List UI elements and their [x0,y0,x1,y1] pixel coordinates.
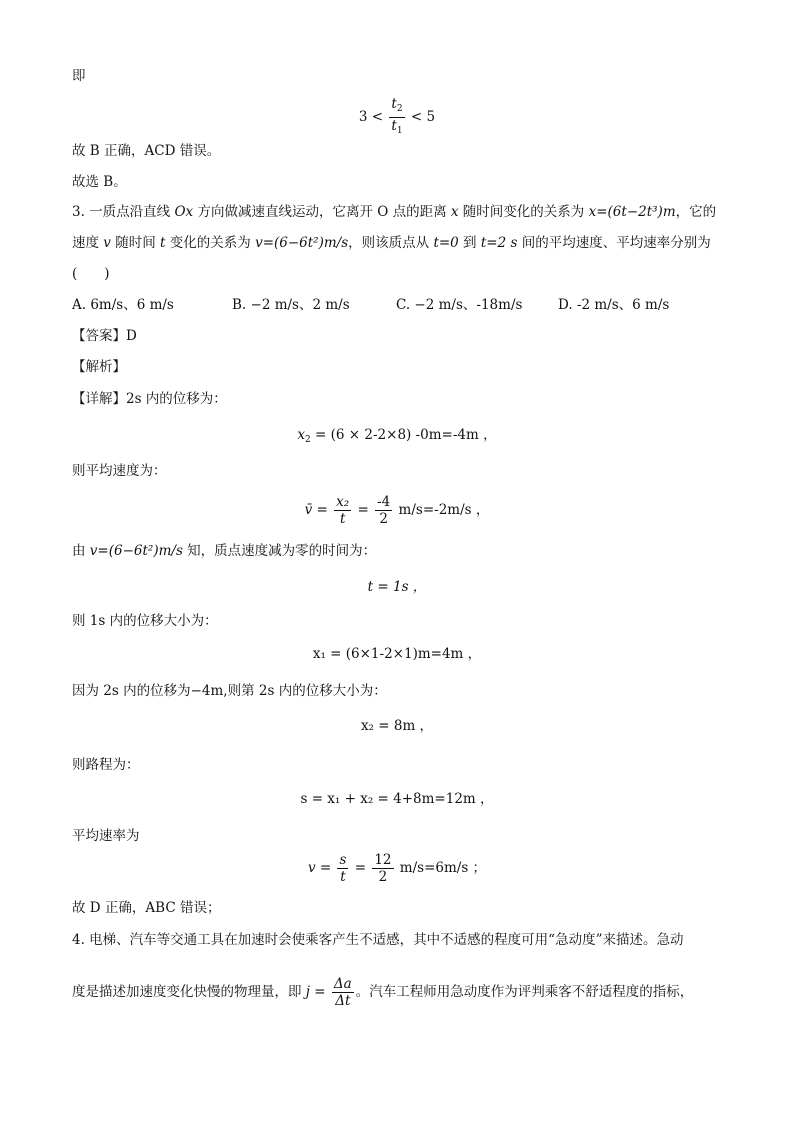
text-b-correct: 故 B 正确，ACD 错误。 [72,143,221,159]
q3-l2-d: ，则该质点从 [348,235,434,251]
text-ji: 即 [72,68,86,84]
q4-l2-b: 。汽车工程师用急动度作为评判乘客不舒适程度的指标， [355,984,694,1000]
eq-v-f2-den: 2 [378,869,388,885]
eq-v-frac2 [372,852,393,885]
eq-vbar-f2-den: 2 [379,511,388,527]
eq-v-lhs: v = [307,860,332,876]
analysis-line [72,358,126,376]
detail-line [72,390,227,408]
ineq-num-sub: 2 [396,104,403,114]
eq-path-length [0,790,794,808]
eq-vbar-tail: m/s=-2m/s ， [398,502,490,518]
one-second-label [72,612,218,630]
zero-label-a: 由 [72,543,90,559]
q3-l1-c: 随时间变化的关系为 [458,204,589,220]
q3-l2-c: 变化的关系为 [165,235,256,251]
avg-rate-label [72,827,140,845]
zero-label-eq: v=(6−6t²)m/s [89,543,183,559]
text-choose-b: 故选 B。 [72,174,127,190]
zero-time-label [72,542,376,560]
because-label [72,682,387,700]
eq-t-equals-1s [0,578,794,596]
inequality-formula [0,96,794,139]
q3-l2-f: 间的平均速度、平均速率分别为 [517,235,711,251]
ineq-den: t [391,118,397,134]
avg-velocity-text: 则平均速度为： [72,463,167,479]
eq-v-f2-num: 12 [374,852,392,868]
ineq-right: < 5 [410,109,436,125]
path-text: 则路程为： [72,757,140,773]
conclusion-line [72,899,220,917]
detail-text: 【详解】2s 内的位移为： [72,391,227,407]
q4-frac-den: Δt [335,993,351,1009]
eq-second-displacement [0,717,794,735]
zero-label-b: 知，质点速度减为零的时间为： [182,543,377,559]
eq-average-rate [0,852,794,885]
eq-v-f1-num: s [339,852,347,868]
avg-velocity-label [72,462,167,480]
one-second-text: 则 1s 内的位移大小为： [72,613,218,629]
eq-t1-text: t = 1s ， [367,579,427,595]
q3-l1-b: 方向做减速直线运动，它离开 O 点的距离 [193,204,451,220]
avg-rate-text: 平均速率为 [72,828,140,844]
conclusion-text: 故 D 正确，ABC 错误； [72,900,221,916]
q3-l1-d: ，它的 [675,204,717,220]
q3-l1-a: 3. 一质点沿直线 [72,204,175,220]
q4-l2-a: 度是描述加速度变化快慢的物理量，即 [72,984,306,1000]
q3-l2-eq: v=(6−6t²)m/s [255,235,349,251]
q3-l1-x: x [450,204,459,220]
q4-frac-num: Δa [333,976,352,992]
eq-v-f1-den: t [340,869,346,885]
q4-jerk-fraction [332,976,354,1009]
text-line-choose-b [72,173,127,191]
q3-option-a[interactable]: A. 6m/s、6 m/s [72,297,174,313]
eq-displacement-2s [0,426,794,449]
eq-x2-rhs: = (6 × 2-2×8) -0m=-4m ， [310,427,497,443]
ineq-left: 3 < [358,109,384,125]
eq-x2-var: x [297,427,306,443]
eq-vbar-lhs: v̄ = [304,502,328,518]
q3-l2-t: t [160,235,166,251]
q3-l2-t0: t=0 [433,235,459,251]
eq-v-frac1 [337,852,348,885]
analysis-text: 【解析】 [72,359,126,375]
q3-option-b[interactable]: B. −2 m/s、2 m/s [232,297,350,313]
answer-line [72,327,137,345]
eq-x2-sub: 2 [305,435,311,445]
eq-vbar-frac1 [334,494,351,527]
q3-l2-e: 到 [458,235,481,251]
q4-l1-text: 4. 电梯、汽车等交通工具在加速时会使乘客产生不适感，其中不适感的程度可用“急动度”来描述。急动 [72,932,684,948]
ineq-num: t [391,96,397,112]
ineq-den-sub: 1 [396,126,403,136]
eq-v-mid: = [354,860,367,876]
eq-x2b-text: x₂ = 8m ， [360,718,434,734]
ineq-fraction [389,96,404,139]
eq-displacement-1s [0,645,794,663]
eq-v-tail: m/s=6m/s ； [399,860,487,876]
path-label [72,756,140,774]
eq-s-text: s = x₁ + x₂ = 4+8m=12m ， [300,791,494,807]
q3-l1-eq: x=(6t−2t³)m [588,204,676,220]
q3-l2-v: v [103,235,111,251]
eq-vbar-mid: = [357,502,369,518]
q3-stem-line2 [72,234,711,252]
q3-l2-b: 随时间 [110,235,161,251]
q3-option-d[interactable]: D. -2 m/s、6 m/s [558,297,670,313]
q3-l2-a: 速度 [72,235,104,251]
eq-vbar-f1-den: t [339,511,346,527]
because-text: 因为 2s 内的位移为−4m,则第 2s 内的位移大小为： [72,683,387,699]
q3-option-c[interactable]: C. −2 m/s、-18m/s [396,297,523,313]
text-line-ji [72,67,86,85]
answer-text: 【答案】D [72,328,137,344]
q3-paren: ( ) [72,266,110,282]
q3-l1-ox: Ox [174,204,194,220]
eq-x1-text: x₁ = (6×1-2×1)m=4m ， [312,646,482,662]
eq-vbar-f1-num: x₂ [336,494,350,510]
text-line-b-correct [72,142,220,160]
q3-blank-paren [72,265,110,283]
eq-vbar-frac2 [375,494,392,527]
q4-stem-line2 [72,976,693,1009]
eq-vbar-f2-num: -4 [377,494,391,510]
eq-average-velocity [0,494,794,527]
q3-stem-line1 [72,203,716,221]
q3-l2-t2: t=2 s [480,235,518,251]
q4-stem-line1 [72,931,683,949]
q4-l2-j: j = [305,984,326,1000]
